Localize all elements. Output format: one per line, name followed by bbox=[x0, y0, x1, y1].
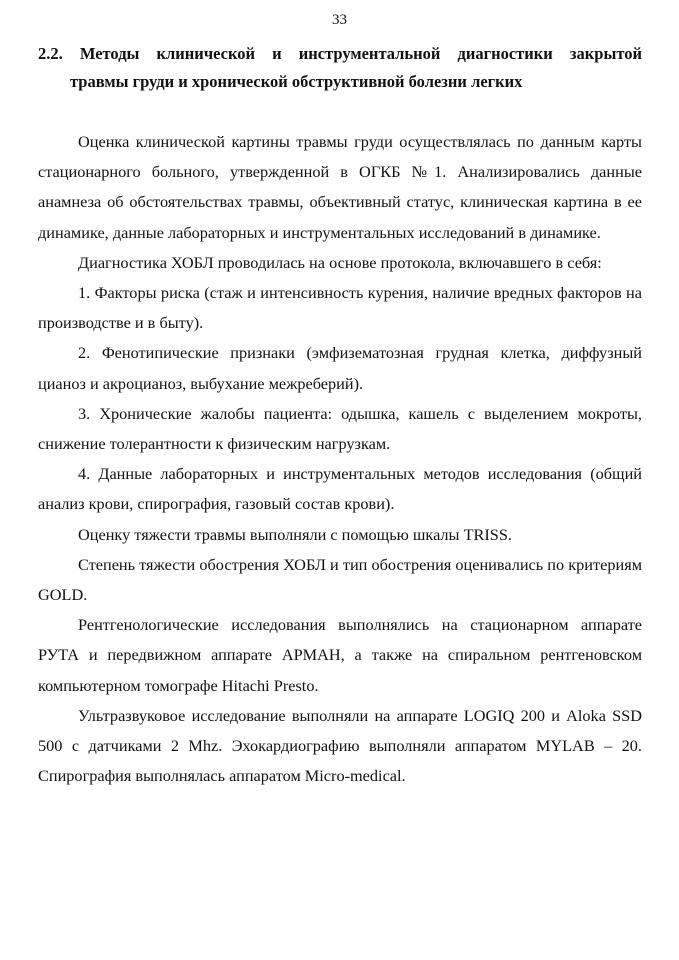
paragraph-ultrasound: Ультразвуковое исследование выполняли на аппарате LOGIQ 200 и Aloka SSD 500 с датчиками 2 Mhz. Эхокардиографию выполняли аппаратом MYLAB – 20. Спирография выполнялась аппаратом Micro-medical. bbox=[38, 705, 642, 786]
list-item-lab-instrumental-data: 4. Данные лабораторных и инструментальных методов исследования (общий анализ крови, спирография, газовый состав крови). bbox=[38, 464, 642, 514]
section-heading-line-2: травмы груди и хронической обструктивной болезни легких bbox=[70, 72, 523, 91]
list-item-phenotypic-signs: 2. Фенотипические признаки (эмфизематозная грудная клетка, диффузный цианоз и акроцианоз, выбухание межреберий). bbox=[38, 343, 642, 393]
paragraph-copd-diagnostics: Диагностика ХОБЛ проводилась на основе протокола, включавшего в себя: bbox=[78, 252, 602, 272]
body-text bbox=[38, 127, 642, 791]
paragraph-triss: Оценку тяжести травмы выполняли с помощью шкалы TRISS. bbox=[78, 524, 512, 544]
list-item-chronic-complaints: 3. Хронические жалобы пациента: одышка, кашель с выделением мокроты, снижение толерантности к физическим нагрузкам. bbox=[38, 403, 642, 454]
paragraph-radiology: Рентгенологические исследования выполнялись на стационарном аппарате РУТА и передвижном аппарате АРМАН, а также на спиральном рентгеновском компьютерном томографе Hitachi Presto. bbox=[38, 615, 642, 695]
page-number: 33 bbox=[332, 12, 347, 28]
list-item-risk-factors: 1. Факторы риска (стаж и интенсивность курения, наличие вредных факторов на производстве и в быту). bbox=[38, 283, 642, 333]
section-heading bbox=[38, 40, 642, 96]
paragraph-gold: Степень тяжести обострения ХОБЛ и тип обострения оценивались по критериям GOLD. bbox=[38, 554, 642, 605]
section-heading-line-1: 2.2. Методы клинической и инструментальной диагностики закрытой bbox=[38, 44, 642, 63]
paragraph-clinical-assessment: Оценка клинической картины травмы груди осуществлялась по данным карты стационарного больного, утвержденной в ОГКБ №1. Анализировались данные анамнеза об обстоятельствах травмы, объективный статус, клиническая картина в ее динамике, данные лабораторных и инструментальных исследований в динамике. bbox=[38, 132, 642, 242]
